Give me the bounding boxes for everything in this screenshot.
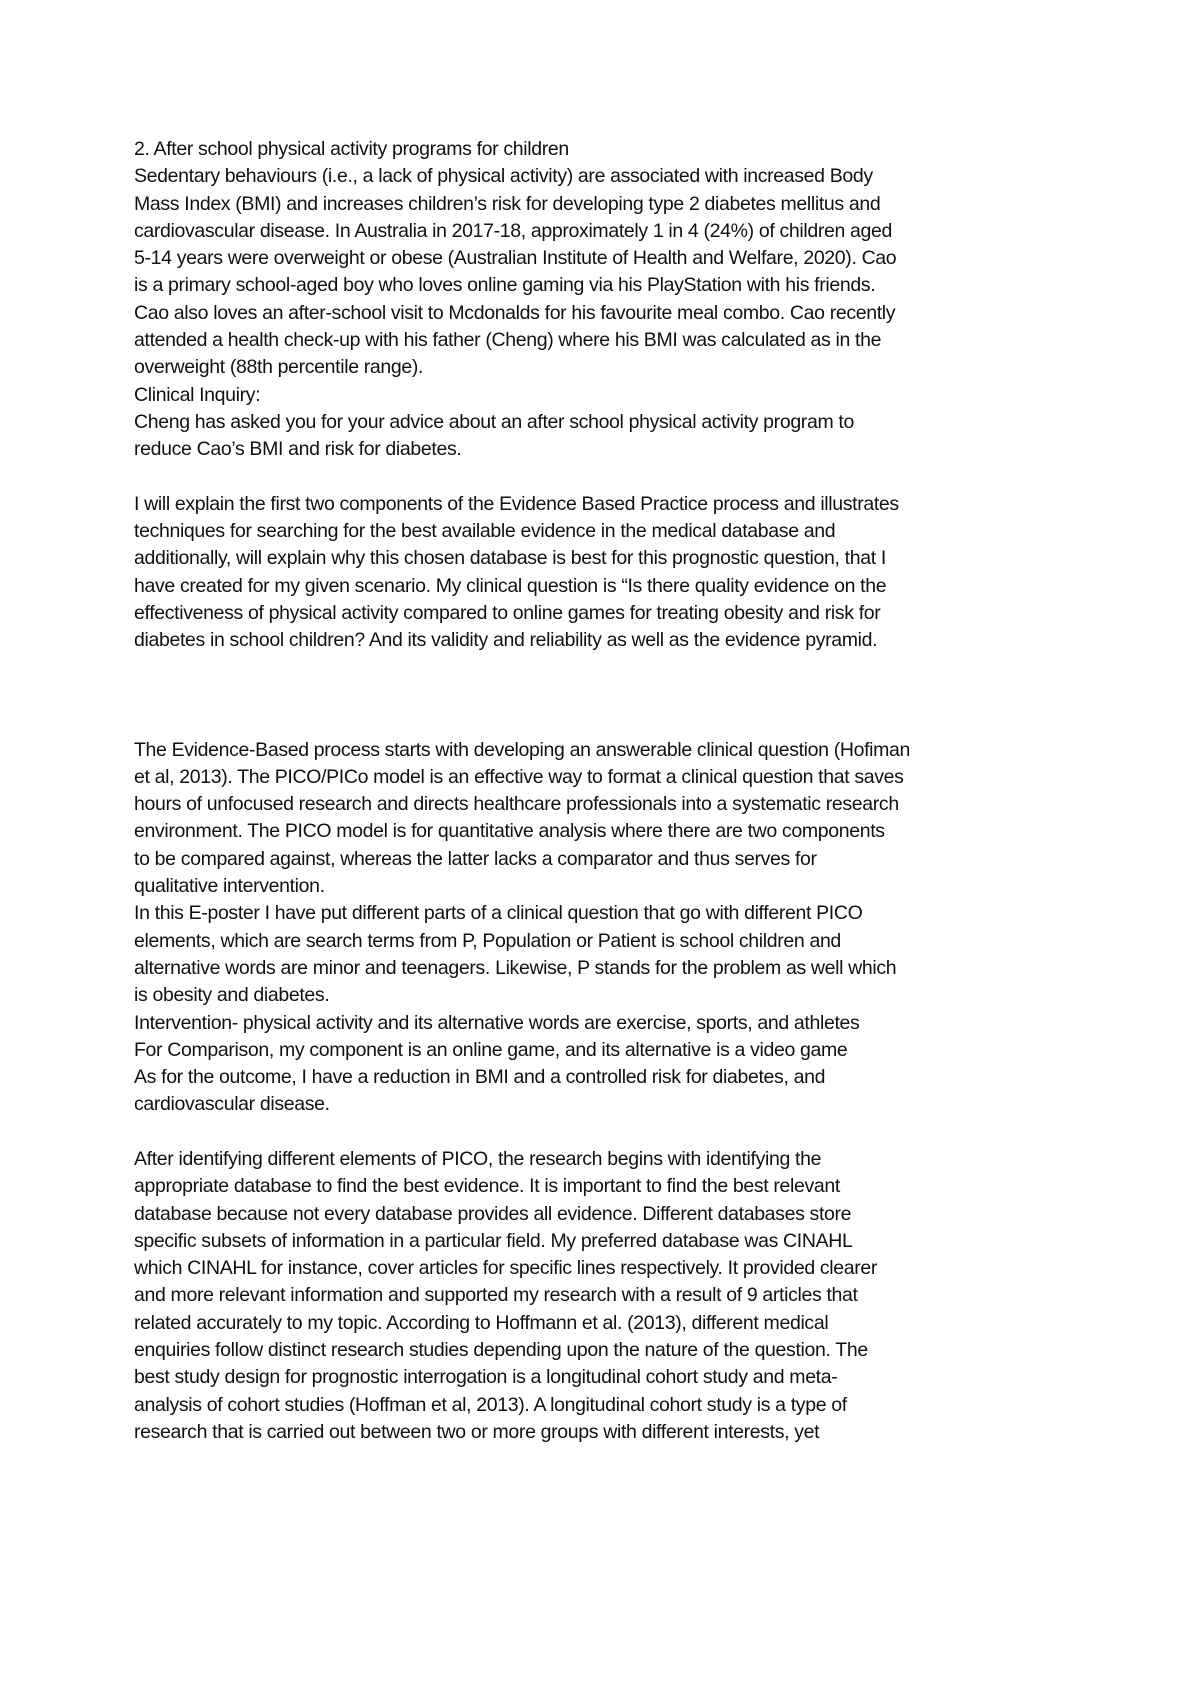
text-line: After identifying different elements of PICO, the research begins with identifying the — [134, 1147, 822, 1170]
text-line: et al, 2013). The PICO/PICo model is an effective way to format a clinical question that saves — [134, 765, 904, 788]
text-line: best study design for prognostic interrogation is a longitudinal cohort study and meta- — [134, 1366, 838, 1389]
document-body — [134, 136, 1074, 1446]
database-paragraph — [134, 1146, 1074, 1446]
text-line: 5-14 years were overweight or obese (Australian Institute of Health and Welfare, 2020). Cao — [134, 247, 897, 270]
text-line: and more relevant information and supported my research with a result of 9 articles that — [134, 1284, 858, 1307]
text-line: techniques for searching for the best available evidence in the medical database and — [134, 520, 836, 543]
text-line: additionally, will explain why this chosen database is best for this prognostic question, that I — [134, 547, 886, 570]
text-line: cardiovascular disease. — [134, 1093, 330, 1116]
text-line: attended a health check-up with his father (Cheng) where his BMI was calculated as in the — [134, 329, 882, 352]
text-line: Mass Index (BMI) and increases children’s risk for developing type 2 diabetes mellitus and — [134, 192, 881, 215]
text-line: Cheng has asked you for your advice about an after school physical activity program to — [134, 410, 854, 433]
text-line: Intervention- physical activity and its alternative words are exercise, sports, and athletes — [134, 1011, 860, 1034]
pico-paragraph — [134, 737, 1074, 1119]
text-line: specific subsets of information in a particular field. My preferred database was CINAHL — [134, 1229, 853, 1252]
blank-line — [134, 709, 1074, 736]
text-line: I will explain the first two components of the Evidence Based Practice process and illustrates — [134, 492, 899, 515]
text-line: Sedentary behaviours (i.e., a lack of physical activity) are associated with increased Body — [134, 165, 873, 188]
blank-line — [134, 655, 1074, 682]
blank-line — [134, 1119, 1074, 1146]
text-line: Cao also loves an after-school visit to Mcdonalds for his favourite meal combo. Cao recently — [134, 301, 896, 324]
text-line: reduce Cao’s BMI and risk for diabetes. — [134, 438, 462, 461]
text-line: database because not every database provides all evidence. Different databases store — [134, 1202, 852, 1225]
text-line: For Comparison, my component is an online game, and its alternative is a video game — [134, 1038, 848, 1061]
text-line: which CINAHL for instance, cover articles for specific lines respectively. It provided clearer — [134, 1257, 878, 1280]
text-line: In this E-poster I have put different parts of a clinical question that go with different PICO — [134, 902, 863, 925]
text-line: have created for my given scenario. My clinical question is “Is there quality evidence on the — [134, 574, 887, 597]
text-line: analysis of cohort studies (Hoffman et al, 2013). A longitudinal cohort study is a type of — [134, 1393, 847, 1416]
text-line: related accurately to my topic. According to Hoffmann et al. (2013), different medical — [134, 1311, 829, 1334]
text-line: effectiveness of physical activity compared to online games for treating obesity and risk for — [134, 602, 881, 625]
text-line: cardiovascular disease. In Australia in 2017-18, approximately 1 in 4 (24%) of children aged — [134, 219, 892, 242]
text-line: to be compared against, whereas the latter lacks a comparator and thus serves for — [134, 847, 817, 870]
text-line: environment. The PICO model is for quantitative analysis where there are two components — [134, 820, 885, 843]
section-heading: 2. After school physical activity programs for children — [134, 138, 569, 160]
text-line: As for the outcome, I have a reduction in BMI and a controlled risk for diabetes, and — [134, 1066, 826, 1089]
text-line: The Evidence-Based process starts with developing an answerable clinical question (Hofiman — [134, 738, 911, 761]
text-line: is obesity and diabetes. — [134, 984, 330, 1007]
text-line: diabetes in school children? And its validity and reliability as well as the evidence pyramid. — [134, 629, 878, 652]
blank-line — [134, 682, 1074, 709]
inquiry-paragraph — [134, 409, 1074, 464]
text-line: qualitative intervention. — [134, 875, 325, 898]
text-line: research that is carried out between two or more groups with different interests, yet — [134, 1420, 820, 1443]
intro-paragraph — [134, 491, 1074, 655]
clinical-inquiry-label: Clinical Inquiry: — [134, 383, 261, 406]
text-line: overweight (88th percentile range). — [134, 356, 424, 379]
scenario-paragraph — [134, 163, 1074, 381]
text-line: elements, which are search terms from P, Population or Patient is school children and — [134, 929, 841, 952]
text-line: alternative words are minor and teenagers. Likewise, P stands for the problem as well which — [134, 956, 897, 979]
blank-line — [134, 464, 1074, 491]
text-line: is a primary school-aged boy who loves online gaming via his PlayStation with his friends. — [134, 274, 876, 297]
text-line: appropriate database to find the best evidence. It is important to find the best relevant — [134, 1175, 840, 1198]
text-line: hours of unfocused research and directs healthcare professionals into a systematic research — [134, 793, 899, 816]
text-line: enquiries follow distinct research studies depending upon the nature of the question. The — [134, 1339, 868, 1362]
